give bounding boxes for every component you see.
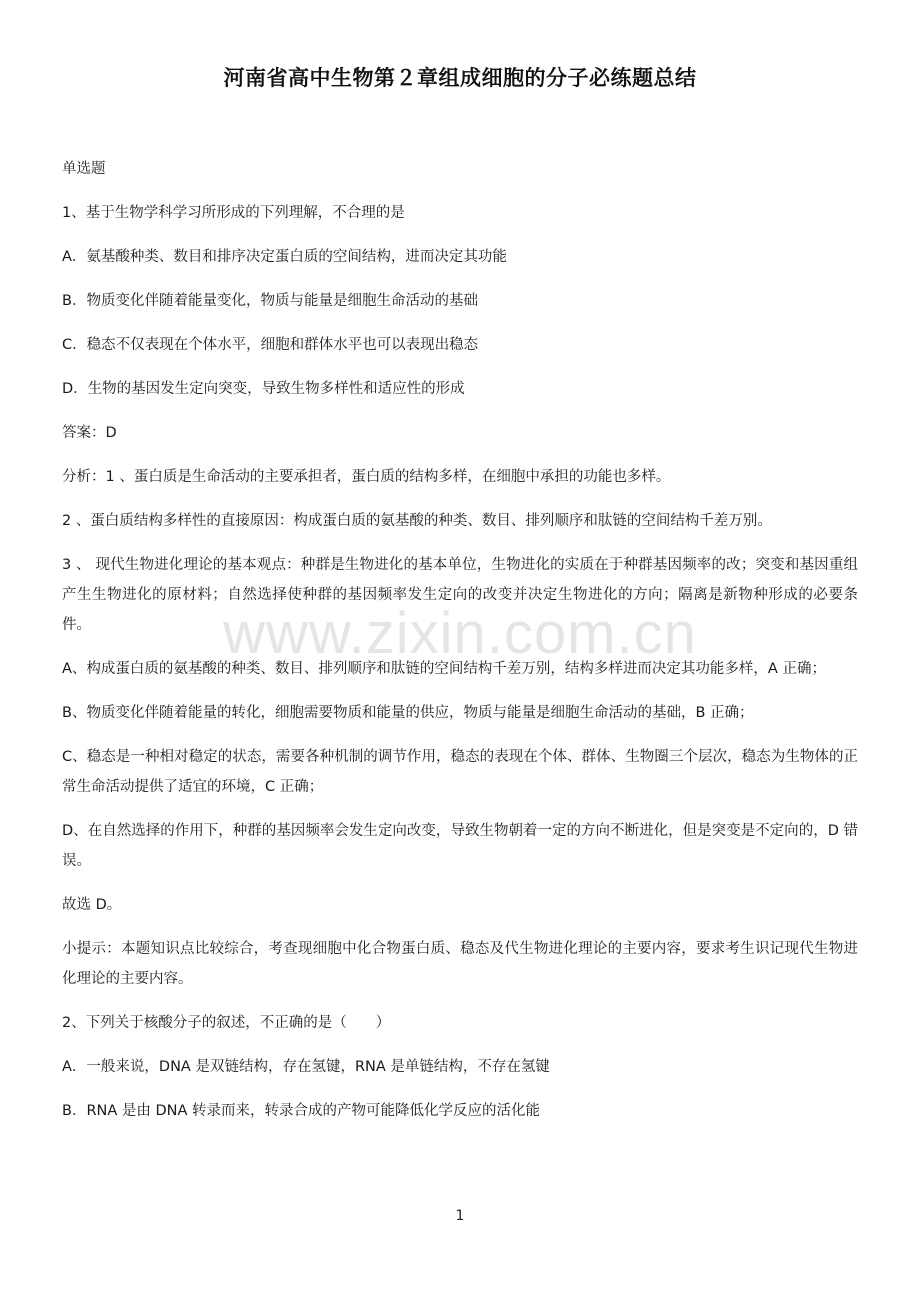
analysis-paragraph: 2 、蛋白质结构多样性的直接原因：构成蛋白质的氨基酸的种类、数目、排列顺序和肽链的空间结构千差万别。 — [62, 513, 772, 529]
question-1-option-d: D．生物的基因发生定向突变，导致生物多样性和适应性的形成 — [62, 381, 465, 397]
question-1-stem: 1、基于生物学科学习所形成的下列理解，不合理的是 — [62, 205, 405, 221]
question-2-option-a: A．一般来说，DNA 是双链结构，存在氢键，RNA 是单链结构，不存在氢键 — [62, 1059, 550, 1075]
question-1-option-b: B．物质变化伴随着能量变化，物质与能量是细胞生命活动的基础 — [62, 293, 478, 309]
question-1-answer: 答案：D — [62, 425, 117, 441]
watermark: www.zixin.com.cn — [223, 601, 697, 666]
question-2-option-b: B．RNA 是由 DNA 转录而来，转录合成的产物可能降低化学反应的活化能 — [62, 1103, 541, 1119]
question-1-option-c: C．稳态不仅表现在个体水平，细胞和群体水平也可以表现出稳态 — [62, 337, 479, 353]
document-body — [62, 154, 858, 1140]
section-heading: 单选题 — [62, 161, 106, 177]
page-number: 1 — [455, 1208, 465, 1224]
analysis-paragraph: D、在自然选择的作用下，种群的基因频率会发生定向改变，导致生物朝着一定的方向不断进化，但是突变是不定向的，D 错误。 — [62, 823, 858, 869]
analysis-paragraph: B、物质变化伴随着能量的转化，细胞需要物质和能量的供应，物质与能量是细胞生命活动的基础，B 正确； — [62, 705, 754, 721]
analysis-paragraph: 3 、 现代生物进化理论的基本观点：种群是生物进化的基本单位，生物进化的实质在于种群基因频率的改；突变和基因重组产生生物进化的原材料；自然选择使种群的基因频率发生定向的改变并决定生物进化的方向；隔离是新物种形成的必要条件。 — [62, 557, 858, 633]
question-2-stem: 2、下列关于核酸分子的叙述，不正确的是（ ） — [62, 1015, 391, 1031]
analysis-conclusion: 故选 D。 — [62, 897, 122, 913]
document-title: 河南省高中生物第２章组成细胞的分子必练题总结 — [223, 66, 697, 90]
tip-paragraph: 小提示：本题知识点比较综合，考查现细胞中化合物蛋白质、稳态及代生物进化理论的主要内容，要求考生识记现代生物进化理论的主要内容。 — [62, 941, 858, 987]
question-1-option-a: A．氨基酸种类、数目和排序决定蛋白质的空间结构，进而决定其功能 — [62, 249, 507, 265]
analysis-paragraph: 分析：1 、蛋白质是生命活动的主要承担者，蛋白质的结构多样，在细胞中承担的功能也多样。 — [62, 469, 671, 485]
analysis-paragraph: A、构成蛋白质的氨基酸的种类、数目、排列顺序和肽链的空间结构千差万别，结构多样进而决定其功能多样，A 正确； — [62, 661, 826, 677]
analysis-paragraph: C、稳态是一种相对稳定的状态，需要各种机制的调节作用，稳态的表现在个体、群体、生物圈三个层次，稳态为生物体的正常生命活动提供了适宜的环境，C 正确； — [62, 749, 858, 795]
